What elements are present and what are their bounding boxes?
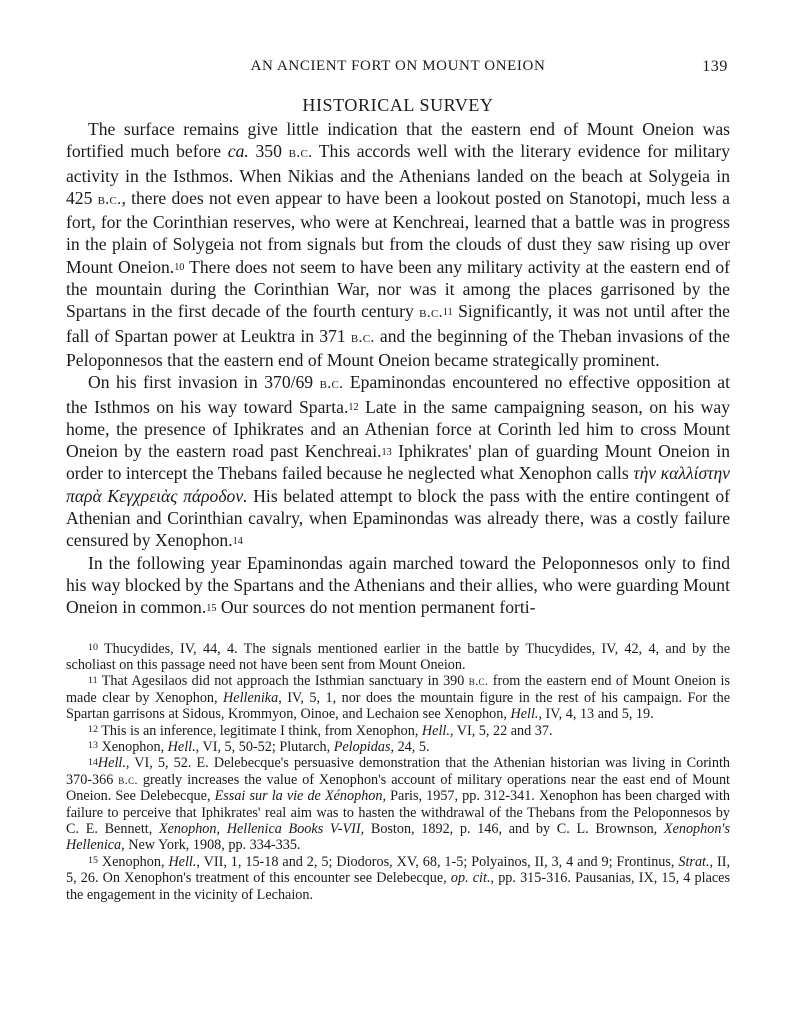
work-title: Pelopidas — [333, 738, 391, 755]
work-title: Strat. — [678, 853, 710, 870]
greek-quotation: τὴν καλλίστην παρὰ Κεγχρειὰς πάροδον. — [66, 463, 730, 506]
footnote-text: from the eastern end of Mount Oneion is made clear by Xenophon, — [66, 673, 730, 706]
text-run: Significantly, it was not until after the fall of Spartan power at Leuktra in 371 — [66, 301, 730, 346]
section-title: HISTORICAL SURVEY — [302, 95, 494, 115]
footnote-number: 10 — [88, 642, 98, 654]
text-run: Iphikrates' plan of guarding Mount Oneion in order to intercept the Thebans failed because he neglected what Xenophon calls — [66, 441, 730, 484]
text-run: 350 — [248, 141, 289, 162]
work-title: Xenophon's Hellenica, — [66, 821, 730, 854]
footnote-number: 15 — [88, 855, 98, 867]
body-text — [66, 118, 730, 619]
era-abbrev: b.c. — [319, 375, 344, 393]
text-run: Our sources do not mention permanent forti- — [216, 597, 536, 618]
footnote-text: Thucydides, IV, 44, 4. The signals mentioned earlier in the battle by Thucydides, IV, 42, 4, and by the scholiast on this passage need not have been sent from Mount Oneion. — [66, 640, 730, 673]
footnote-ref-11[interactable]: 11 — [442, 306, 453, 318]
work-title: Hell. — [421, 722, 450, 739]
text-run: This accords well with the literary evidence for military activity in the Isthmos. When Nikias and the Athenians landed on the beach at Solygeia in 425 — [66, 141, 730, 208]
text-run: Epaminondas encountered no effective opposition at the Isthmos on his way toward Sparta. — [66, 372, 730, 417]
text-run: On his first invasion in 370/69 — [88, 372, 320, 393]
footnote-text: , pp. 315-316. Pausanias, IX, 15, 4 places the engagement in the vicinity of Lechaion. — [66, 870, 730, 903]
footnote-text: Paris, 1957, pp. 312-341. Xenophon has been charged with failure to perceive that Iphikrates' real aim was to hasten the withdrawal of the Thebans from the Peloponnesos by C. E. Bennett, — [66, 788, 730, 837]
footnote-text: , II, 5, 26. On Xenophon's treatment of this encounter see Delebecque, — [66, 853, 731, 887]
footnote-ref-14[interactable]: 14 — [232, 535, 243, 547]
text-run: In the following year Epaminondas again marched toward the Peloponnesos only to find his way blocked by the Spartans and the Athenians and their allies, who were guarding Mount Oneion in common. — [66, 552, 730, 618]
paragraph-3 — [66, 552, 730, 619]
text-run: The surface remains give little indication that the eastern end of Mount Oneion was fortified much before — [66, 119, 730, 162]
footnote-text: That Agesilaos did not approach the Isthmian sanctuary in 390 — [97, 673, 469, 690]
footnote-ref-13[interactable]: 13 — [381, 446, 392, 458]
page-number: 139 — [702, 58, 728, 75]
work-title: Hell. — [97, 755, 126, 772]
era-abbrev: b.c. — [118, 772, 138, 787]
footnotes — [66, 641, 730, 904]
work-title: Hell. — [510, 706, 539, 723]
text-run: His belated attempt to block the pass with the entire contingent of Athenian and Corinthian cavalry, when Epaminondas was already there, was a costly failure censured by Xenophon. — [66, 485, 731, 551]
era-abbrev: b.c. — [350, 328, 375, 346]
work-title: Xenophon, Hellenica Books V-VII, — [158, 821, 365, 837]
italic-run: ca. — [227, 141, 249, 162]
footnote-text: This is an inference, legitimate I think, from Xenophon, — [97, 722, 422, 739]
footnote-ref-12[interactable]: 12 — [348, 402, 359, 414]
work-title: Hellenika — [223, 689, 279, 706]
text-run: and the beginning of the Theban invasions of the Peloponnesos that the eastern end of Mount Oneion became strategically prominent. — [66, 325, 730, 370]
paragraph-2 — [66, 371, 730, 551]
footnote-14 — [66, 755, 730, 853]
footnote-number: 13 — [88, 740, 98, 752]
footnote-text: Xenophon, — [97, 738, 168, 755]
running-head — [66, 54, 730, 80]
running-title: AN ANCIENT FORT ON MOUNT ONEION — [250, 58, 546, 74]
footnote-text: Boston, 1892, p. 146, and by C. L. Brownson, — [364, 821, 664, 837]
footnote-ref-15[interactable]: 15 — [206, 602, 217, 614]
work-title: Essai sur la vie de Xénophon, — [214, 788, 387, 805]
footnote-text: Xenophon, — [97, 853, 169, 870]
footnote-text: greatly increases the value of Xenophon's account of military operations near the east end of Mount Oneion. See Delebecque, — [66, 771, 730, 805]
era-abbrev: b.c. — [97, 190, 122, 208]
footnote-text: , VI, 5, 22 and 37. — [449, 722, 553, 739]
footnote-text: , VI, 5, 52. E. Delebecque's persuasive demonstration that the Athenian historian was living in Corinth 370-366 — [66, 755, 730, 788]
footnote-12 — [66, 723, 730, 739]
footnote-11 — [66, 673, 730, 722]
era-abbrev: b.c. — [419, 304, 443, 322]
work-title: op. cit. — [450, 870, 491, 887]
era-abbrev: b.c. — [468, 674, 489, 689]
footnote-13 — [66, 739, 730, 755]
footnote-ref-10[interactable]: 10 — [174, 262, 185, 274]
footnote-number: 11 — [88, 674, 98, 686]
footnote-text: , VI, 5, 50-52; Plutarch, — [195, 738, 334, 755]
footnote-number: 12 — [88, 724, 98, 736]
paragraph-1 — [66, 118, 730, 371]
footnote-text: , 24, 5. — [390, 738, 430, 755]
footnote-text: New York, 1908, pp. 334-335. — [124, 837, 301, 854]
footnote-text: , IV, 4, 13 and 5, 19. — [538, 706, 654, 723]
text-run: Late in the same campaigning season, on his way home, the presence of Iphikrates and an Athenian force at Corinth led him to cross Mount Oneion by the eastern road past Kenchreai. — [66, 396, 730, 462]
footnote-10 — [66, 641, 730, 674]
footnote-number: 14 — [88, 756, 98, 768]
footnote-text: , IV, 5, 1, nor does the mountain figure in the rest of his campaign. For the Spartan garrisons at Sidous, Krommyon, Oinoe, and Lechaion see Xenophon, — [66, 689, 730, 723]
footnote-text: , VII, 1, 15-18 and 2, 5; Diodoros, XV, 68, 1-5; Polyainos, II, 3, 4 and 9; Frontinus, — [196, 853, 679, 870]
text-run: , there does not even appear to have been a lookout posted on Stanotopi, much less a fort, for the Corinthian reserves, who were at Kenchreai, learned that a battle was in progress in the plain of Solygeia not from signals but from the clouds of dust they saw rising up over Mount Oneion. — [66, 187, 730, 277]
page — [66, 54, 730, 903]
footnote-15 — [66, 854, 730, 903]
era-abbrev: b.c. — [288, 144, 313, 162]
work-title: Hell. — [168, 853, 197, 870]
work-title: Hell. — [167, 738, 196, 755]
text-run: There does not seem to have been any military activity at the eastern end of the mountain during the Corinthian War, nor was it among the places garrisoned by the Spartans in the first decade of the fourth century — [66, 256, 730, 322]
